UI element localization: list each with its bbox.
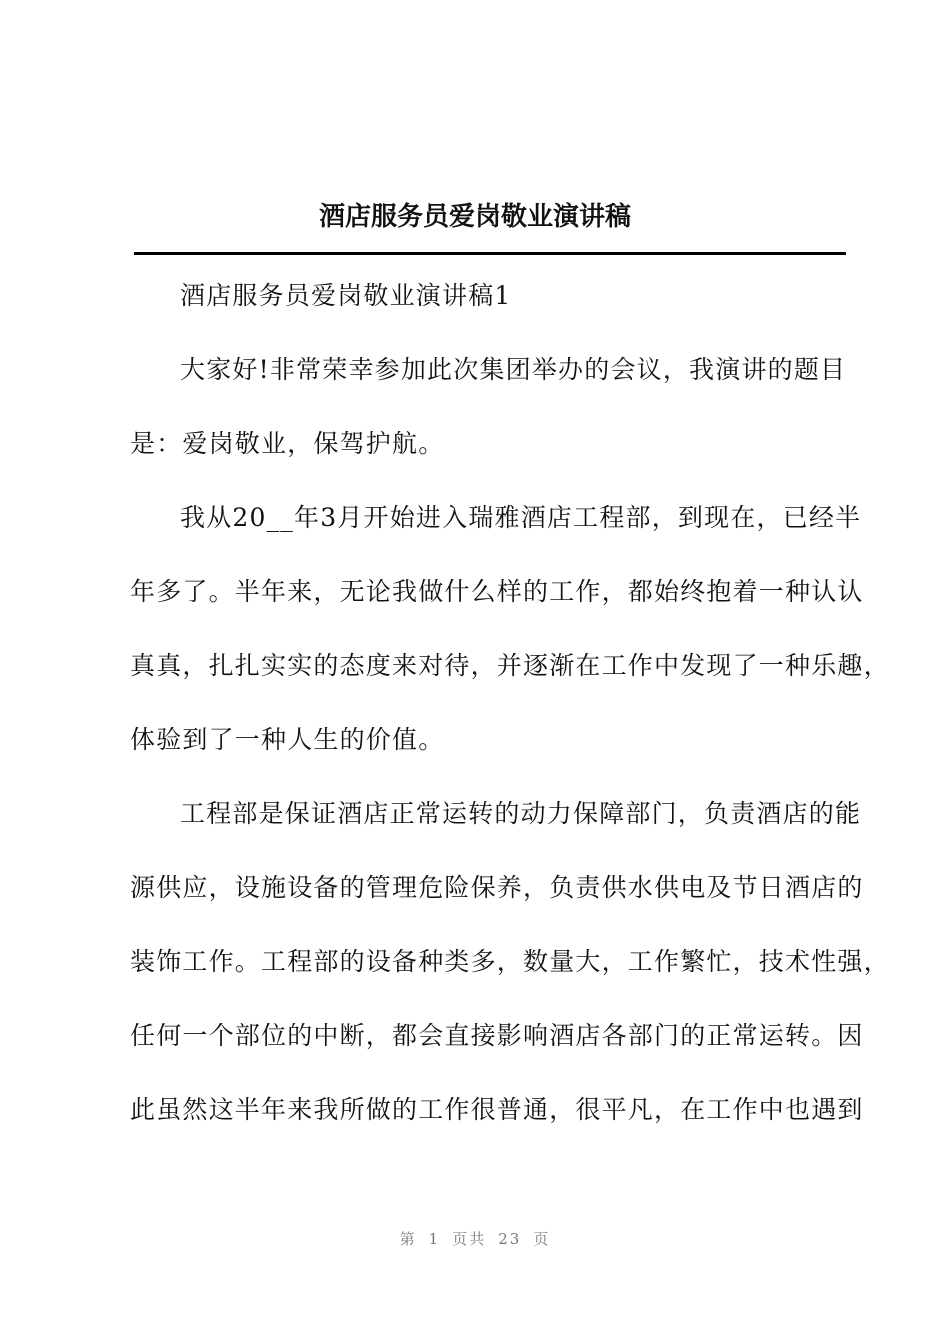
page-footer xyxy=(0,1228,950,1249)
paragraph-line: 工程部是保证酒店正常运转的动力保障部门，负责酒店的能 xyxy=(180,799,862,828)
paragraph-line: 任何一个部位的中断，都会直接影响酒店各部门的正常运转。因 xyxy=(130,1021,864,1050)
paragraph-line: 真真，扎扎实实的态度来对待，并逐渐在工作中发现了一种乐趣， xyxy=(130,651,890,680)
paragraph-line: 我从20__年3月开始进入瑞雅酒店工程部，到现在，已经半 xyxy=(180,503,862,532)
paragraph-line: 是：爱岗敬业，保驾护航。 xyxy=(130,429,445,458)
paragraph-line: 体验到了一种人生的价值。 xyxy=(130,725,445,754)
page-number-total: 23 xyxy=(498,1230,522,1248)
page-number-current: 1 xyxy=(428,1230,441,1248)
paragraph-line: 年多了。半年来，无论我做什么样的工作，都始终抱着一种认认 xyxy=(130,577,864,606)
section-heading: 酒店服务员爱岗敬业演讲稿1 xyxy=(180,281,512,310)
page-label-mid: 页共 xyxy=(452,1230,487,1248)
paragraph-line: 源供应，设施设备的管理危险保养，负责供水供电及节日酒店的 xyxy=(130,873,864,902)
page-label-post: 页 xyxy=(533,1230,551,1248)
paragraph-line: 大家好!非常荣幸参加此次集团举办的会议，我演讲的题目 xyxy=(180,355,847,384)
paragraph-line: 此虽然这半年来我所做的工作很普通，很平凡，在工作中也遇到 xyxy=(130,1095,864,1124)
document-title: 酒店服务员爱岗敬业演讲稿 xyxy=(318,202,631,232)
paragraph-line: 装饰工作。工程部的设备种类多，数量大，工作繁忙，技术性强， xyxy=(130,947,890,976)
title-underline xyxy=(134,252,846,255)
page-label-pre: 第 xyxy=(399,1230,417,1248)
